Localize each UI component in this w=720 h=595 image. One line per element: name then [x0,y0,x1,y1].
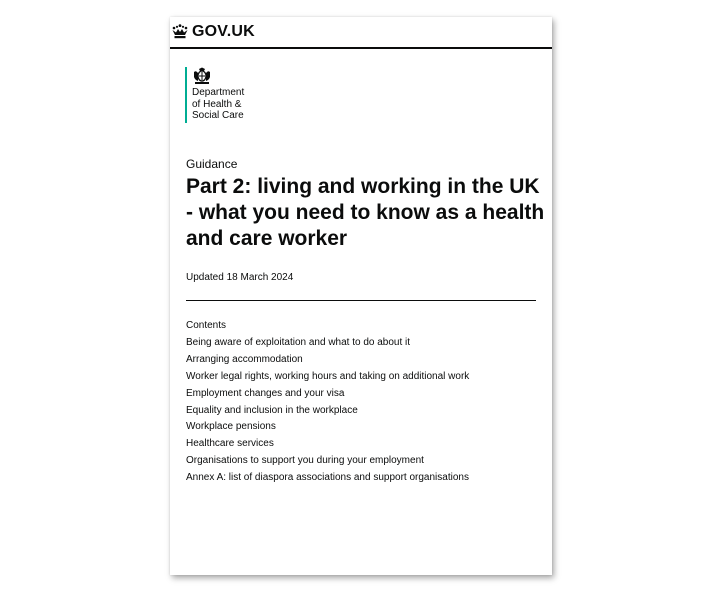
department-logo [185,67,257,123]
contents-heading: Contents [186,320,227,331]
document-cover-page [170,17,552,575]
govuk-wordmark[interactable]: GOV.UK [192,23,255,40]
contents-item[interactable]: Worker legal rights, working hours and taking on additional work [186,370,470,382]
document-title: Part 2: living and working in the UK - what you need to know as a health and care worker [186,175,545,250]
contents-item[interactable]: Arranging accommodation [186,353,303,365]
updated-date: Updated 18 March 2024 [186,272,294,283]
department-name-line-2: of Health & [192,98,242,110]
department-name [192,87,244,122]
contents-item[interactable]: Employment changes and your visa [186,387,345,399]
contents-item[interactable]: Organisations to support you during your employment [186,455,424,467]
contents-item[interactable]: Annex A: list of diaspora associations and support organisations [186,472,469,484]
contents-item[interactable]: Equality and inclusion in the workplace [186,404,358,416]
contents-list [186,337,469,489]
contents-item[interactable]: Healthcare services [186,438,274,450]
govuk-header [170,17,552,49]
section-divider [186,300,536,301]
crown-icon [171,24,189,39]
document-type: Guidance [186,157,238,171]
royal-arms-icon [192,67,212,85]
department-name-line-1: Department [192,87,245,98]
contents-item[interactable]: Workplace pensions [186,421,276,433]
department-name-line-3: Social Care [192,110,244,121]
contents-item[interactable]: Being aware of exploitation and what to do about it [186,337,411,348]
